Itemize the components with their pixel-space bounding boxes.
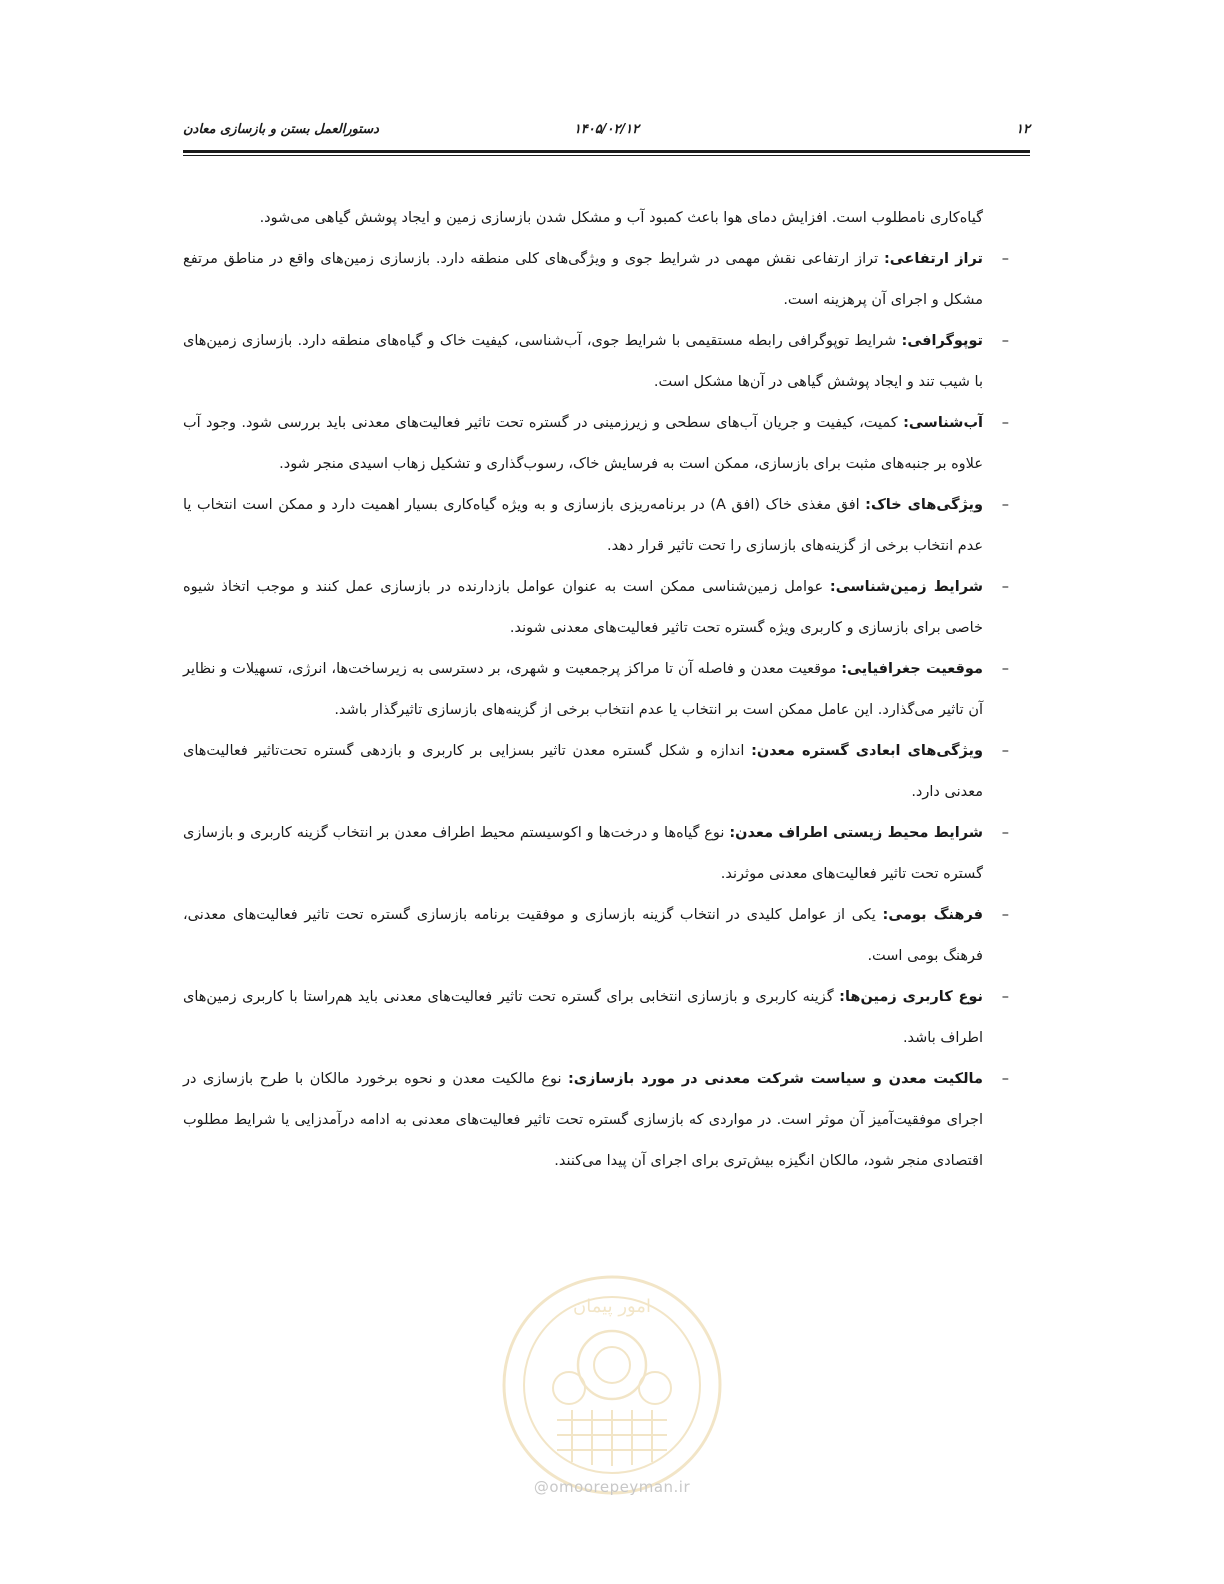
list-item (183, 1059, 1009, 1182)
dash-marker: – (1001, 743, 1009, 759)
list-item (183, 731, 1009, 813)
list-item-term: مالکیت معدن و سیاست شرکت معدنی در مورد بازسازی: (567, 1071, 983, 1087)
dash-marker: – (1001, 907, 1009, 923)
dash-marker: – (1001, 251, 1009, 267)
page-number: ۱۲ (1016, 122, 1030, 137)
list-item-text: موقعیت معدن و فاصله آن تا مراکز پرجمعیت و شهری، بر دسترسی به زیرساخت‌ها، انرژی، تسهیلات و نظایر آن تاثیر می‌گذارد. این عامل ممکن است بر انتخاب یا عدم انتخاب برخی از گزینه‌های بازسازی تاثیرگذار باشد. (183, 661, 983, 718)
header-title: دستورالعمل بستن و بازسازی معادن (183, 122, 379, 137)
list-item-term: نوع کاربری زمین‌ها: (839, 989, 983, 1005)
dash-marker: – (1001, 333, 1009, 349)
list-item-text: افق مغذی خاک (افق A) در برنامه‌ریزی بازسازی و به ویژه گیاه‌کاری بسیار اهمیت دارد و ممکن است انتخاب یا عدم انتخاب برخی از گزینه‌های بازسازی را تحت تاثیر قرار دهد. (183, 497, 983, 554)
list-item-term: فرهنگ بومی: (882, 907, 983, 923)
dash-marker: – (1001, 497, 1009, 513)
dash-marker: – (1001, 661, 1009, 677)
page-header (183, 118, 1030, 144)
page-body (183, 198, 1009, 1182)
list-item-text: کمیت، کیفیت و جریان آب‌های سطحی و زیرزمینی در گستره تحت تاثیر فعالیت‌های معدنی باید بررسی شود. وجود آب علاوه بر جنبه‌های مثبت برای بازسازی، ممکن است به فرسایش خاک، رسوب‌گذاری و تشکیل زهاب اسیدی منجر شود. (183, 415, 983, 472)
list-item-term: ویژگی‌های خاک: (865, 497, 983, 513)
list-item-term: شرایط زمین‌شناسی: (829, 579, 983, 595)
list-item-text: نوع مالکیت معدن و نحوه برخورد مالکان با طرح بازسازی در اجرای موفقیت‌آمیز آن موثر است. در مواردی که بازسازی گستره تحت تاثیر فعالیت‌های معدنی به ادامه درآمدزایی یا شرایط مطلوب اقتصادی منجر شود، مالکان انگیزه بیش‌تری برای اجرای آن پیدا می‌کنند. (183, 1071, 983, 1169)
list-item (183, 895, 1009, 977)
list-item-text: عوامل زمین‌شناسی ممکن است به عنوان عوامل بازدارنده در بازسازی عمل کنند و موجب اتخاذ شیوه خاصی برای بازسازی و کاربری ویژه گستره تحت تاثیر فعالیت‌های معدنی شوند. (183, 579, 983, 636)
list-item (183, 813, 1009, 895)
dash-marker: – (1001, 989, 1009, 1005)
list-item (183, 977, 1009, 1059)
watermark-site-text: @omoorepeyman.ir (533, 1478, 691, 1496)
list-item-text: گزینه کاربری و بازسازی انتخابی برای گستره تحت تاثیر فعالیت‌های معدنی باید هم‌راستا با کاربری زمین‌های اطراف باشد. (183, 989, 983, 1046)
list-item-term: تراز ارتفاعی: (883, 251, 983, 267)
list-item-text: اندازه و شکل گستره معدن تاثیر بسزایی بر کاربری و بازدهی گستره تحت‌تاثیر فعالیت‌های معدنی دارد. (183, 743, 983, 800)
header-rule-thick (183, 150, 1030, 153)
list-item (183, 403, 1009, 485)
list-item-text: تراز ارتفاعی نقش مهمی در شرایط جوی و ویژگی‌های کلی منطقه دارد. بازسازی زمین‌های واقع در مناطق مرتفع مشکل و اجرای آن پرهزینه است. (183, 251, 983, 308)
list-item-text: نوع گیاه‌ها و درخت‌ها و اکوسیستم محیط اطراف معدن بر انتخاب گزینه کاربری و بازسازی گستره تحت تاثیر فعالیت‌های معدنی موثرند. (183, 825, 983, 882)
list-item-text: یکی از عوامل کلیدی در انتخاب گزینه بازسازی و موفقیت برنامه بازسازی گستره تحت تاثیر فعالیت‌های معدنی، فرهنگ بومی است. (183, 907, 983, 964)
list-item (183, 485, 1009, 567)
header-date: ۱۴۰۵/۰۲/۱۲ (573, 122, 640, 137)
list-item (183, 567, 1009, 649)
header-rule-thin (183, 155, 1030, 156)
list-item-term: ویژگی‌های ابعادی گستره معدن: (751, 743, 983, 759)
list-item (183, 321, 1009, 403)
list-item-term: آب‌شناسی: (903, 415, 983, 431)
dash-marker: – (1001, 415, 1009, 431)
dash-marker: – (1001, 579, 1009, 595)
list-item-term: شرایط محیط زیستی اطراف معدن: (729, 825, 983, 841)
list-item (183, 239, 1009, 321)
list-item-term: توپوگرافی: (901, 333, 983, 349)
intro-paragraph: گیاه‌کاری نامطلوب است. افزایش دمای هوا باعث کمبود آب و مشکل شدن بازسازی زمین و ایجاد پوشش گیاهی می‌شود. (259, 210, 983, 226)
dash-marker: – (1001, 825, 1009, 841)
list-item (183, 649, 1009, 731)
list-item-text: شرایط توپوگرافی رابطه مستقیمی با شرایط جوی، آب‌شناسی، کیفیت خاک و گیاه‌های منطقه دارد. بازسازی زمین‌های با شیب تند و ایجاد پوشش گیاهی در آن‌ها مشکل است. (183, 333, 983, 390)
watermark-seal-icon (497, 1270, 727, 1500)
list-item-term: موقعیت جغرافیایی: (841, 661, 983, 677)
dash-marker: – (1001, 1071, 1009, 1087)
watermark-seal-text: امور پیمان (573, 1296, 651, 1317)
